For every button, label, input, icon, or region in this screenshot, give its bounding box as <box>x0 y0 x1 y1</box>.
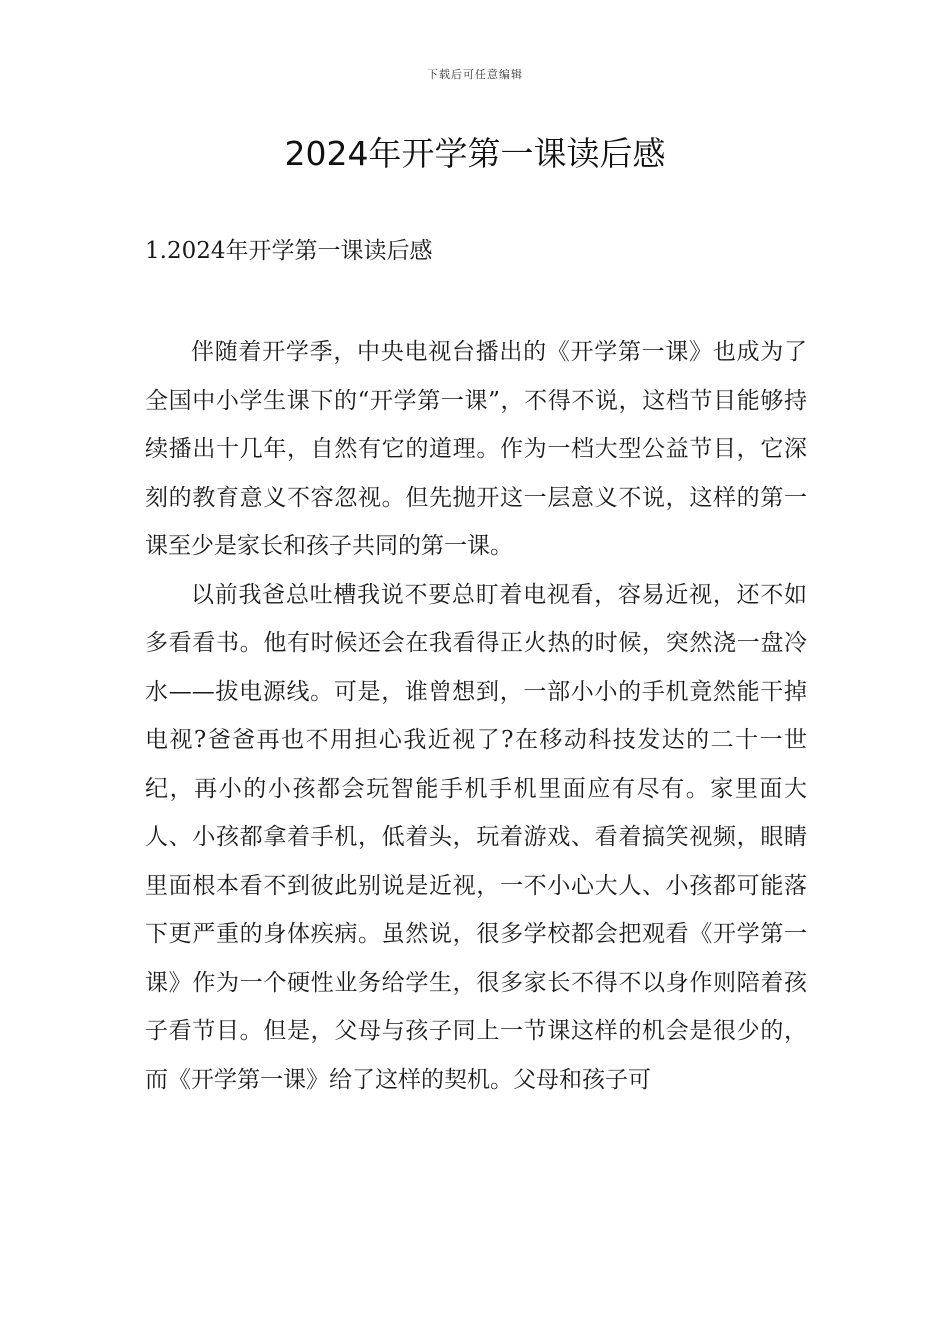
section-heading: 1.2024年开学第一课读后感 <box>145 238 433 264</box>
document-title: 2024年开学第一课读后感 <box>284 134 666 173</box>
paragraph: 以前我爸总吐槽我说不要总盯着电视看，容易近视，还不如多看看书。他有时候还会在我看得正火热的时候，突然浇一盘冷水——拔电源线。可是，谁曾想到，一部小小的手机竟然能干掉电视?爸爸再也不用担心我近视了?在移动科技发达的二十一世纪，再小的小孩都会玩智能手机手机里面应有尽有。家里面大人、小孩都拿着手机，低着头，玩着游戏、看着搞笑视频，眼睛里面根本看不到彼此别说是近视，一不小心大人、小孩都可能落下更严重的身体疾病。虽然说，很多学校都会把观看《开学第一课》作为一个硬性业务给学生，很多家长不得不以身作则陪着孩子看节目。但是，父母与孩子同上一节课这样的机会是很少的，而《开学第一课》给了这样的契机。父母和孩子可 <box>145 581 807 1093</box>
paragraph: 伴随着开学季，中央电视台播出的《开学第一课》也成为了全国中小学生课下的“开学第一课”，不得不说，这档节目能够持续播出十几年，自然有它的道理。作为一档大型公益节目，它深刻的教育意义不容忽视。但先抛开这一层意义不说，这样的第一课至少是家长和孩子共同的第一课。 <box>145 339 807 559</box>
header-note: 下载后可任意编辑 <box>427 68 523 81</box>
document-body <box>145 328 807 1104</box>
